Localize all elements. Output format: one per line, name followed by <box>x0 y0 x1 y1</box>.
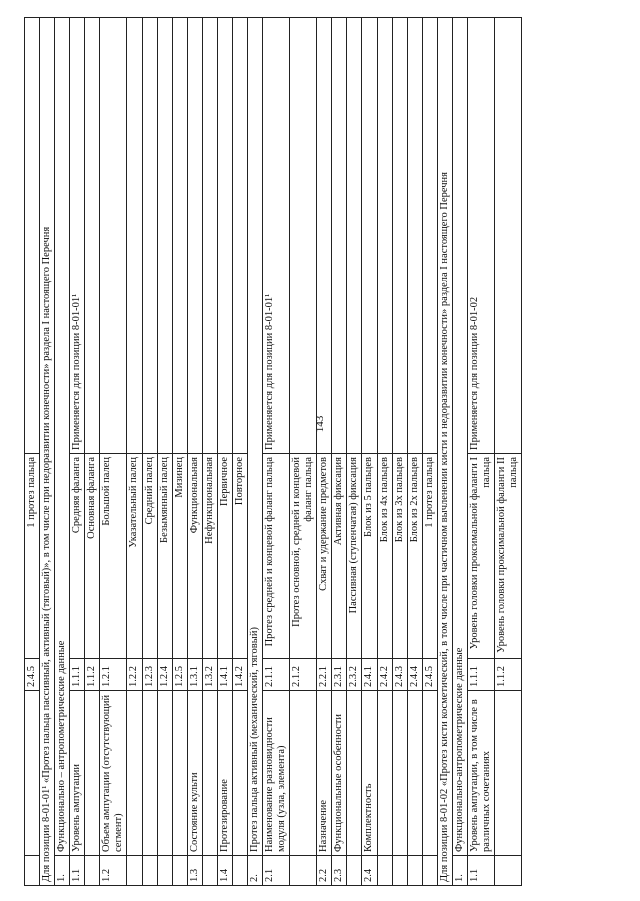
table-row <box>40 18 55 886</box>
item-name <box>290 691 317 856</box>
applicability-note <box>172 18 187 454</box>
item-name: Уровень ампутации, в том числе в различных сочетаниях <box>467 691 494 856</box>
sub-number: 2.2.1 <box>317 659 332 691</box>
item-number <box>85 856 100 886</box>
item-number: 2.1 <box>263 856 290 886</box>
group-heading: Протез пальца активный (механический, тяговый) <box>247 18 262 856</box>
sub-number: 1.1.2 <box>495 659 522 691</box>
applicability-note <box>127 18 142 454</box>
table-row <box>467 18 494 886</box>
sub-value: Блок из 2х пальцев <box>407 454 422 659</box>
item-number <box>142 856 157 886</box>
sub-value: Уровень головки проксимальной фаланги II пальца <box>495 454 522 659</box>
item-name: Функциональные особенности <box>332 691 347 856</box>
section-heading: Для позиции 8-01-02 «Протез кисти косметический, в том числе при частичном вычленении кисти и недоразвитии конечности» раздела I настоящего Перечня <box>437 18 452 886</box>
sub-number: 2.4.5 <box>422 659 437 691</box>
sub-number: 1.2.1 <box>100 659 127 691</box>
table-row <box>202 18 217 886</box>
applicability-note <box>202 18 217 454</box>
table-row <box>347 18 362 886</box>
applicability-note <box>317 18 332 454</box>
item-number <box>495 856 522 886</box>
item-number <box>232 856 247 886</box>
item-number <box>127 856 142 886</box>
table-row <box>495 18 522 886</box>
item-name <box>142 691 157 856</box>
applicability-note <box>347 18 362 454</box>
sub-value: Большой палец <box>100 454 127 659</box>
sub-number: 2.4.1 <box>362 659 377 691</box>
sub-value: Протез средней и концевой фаланг пальца <box>263 454 290 659</box>
sub-number: 1.2.5 <box>172 659 187 691</box>
item-number: 2.2 <box>317 856 332 886</box>
applicability-note: Применяется для позиции 8-01-01¹ <box>263 18 290 454</box>
table-row <box>217 18 232 886</box>
table-row <box>377 18 392 886</box>
item-number <box>172 856 187 886</box>
sub-value: Нефункциональная <box>202 454 217 659</box>
item-name <box>202 691 217 856</box>
item-name: Наименование разновидности модуля (узла, элемента) <box>263 691 290 856</box>
applicability-note <box>142 18 157 454</box>
sub-number: 2.3.2 <box>347 659 362 691</box>
table-row <box>332 18 347 886</box>
item-name <box>85 691 100 856</box>
table-row <box>247 18 262 886</box>
item-number <box>392 856 407 886</box>
sub-number: 1.3.2 <box>202 659 217 691</box>
sub-value: Схват и удержание предметов <box>317 454 332 659</box>
item-name <box>25 691 40 856</box>
sub-number: 1.2.3 <box>142 659 157 691</box>
item-number <box>157 856 172 886</box>
table-row <box>362 18 377 886</box>
table-row <box>437 18 452 886</box>
group-heading: Функционально-антропометрические данные <box>452 18 467 856</box>
applicability-note <box>187 18 202 454</box>
sub-value: Активная фиксация <box>332 454 347 659</box>
sub-value: Мизинец <box>172 454 187 659</box>
table-row <box>317 18 332 886</box>
sub-number: 1.1.1 <box>70 659 85 691</box>
item-number <box>377 856 392 886</box>
sub-number: 1.1.1 <box>467 659 494 691</box>
applicability-note <box>392 18 407 454</box>
item-number: 1.2 <box>100 856 127 886</box>
item-name <box>347 691 362 856</box>
sub-value: Протез основной, средней и концевой фаланг пальца <box>290 454 317 659</box>
item-name <box>495 691 522 856</box>
item-number <box>407 856 422 886</box>
table-row <box>55 18 70 886</box>
applicability-note <box>25 18 40 454</box>
item-number <box>290 856 317 886</box>
section-heading: Для позиции 8-01-01¹ «Протез пальца пассивный, активный (тяговый)», в том числе при недоразвитии конечности» раздела I настоящего Перечня <box>40 18 55 886</box>
table-row <box>232 18 247 886</box>
table-row <box>70 18 85 886</box>
item-name <box>407 691 422 856</box>
table-row <box>172 18 187 886</box>
sub-value: 1 протез пальца <box>25 454 40 659</box>
item-number: 2.3 <box>332 856 347 886</box>
sub-value: Повторное <box>232 454 247 659</box>
item-number <box>347 856 362 886</box>
table-row <box>85 18 100 886</box>
table-row <box>142 18 157 886</box>
specification-table <box>24 17 522 886</box>
applicability-note <box>157 18 172 454</box>
item-number <box>25 856 40 886</box>
sub-value: Основная фаланга <box>85 454 100 659</box>
table-row <box>422 18 437 886</box>
table-row <box>157 18 172 886</box>
sub-value: Блок из 3х пальцев <box>392 454 407 659</box>
item-name <box>392 691 407 856</box>
sub-number: 1.4.1 <box>217 659 232 691</box>
sub-number: 2.4.3 <box>392 659 407 691</box>
item-name: Состояние культи <box>187 691 202 856</box>
sub-number: 2.1.2 <box>290 659 317 691</box>
item-name: Объем ампутации (отсутствующий сегмент) <box>100 691 127 856</box>
item-number: 1.3 <box>187 856 202 886</box>
table-row <box>127 18 142 886</box>
sub-number: 2.1.1 <box>263 659 290 691</box>
item-number: 1.1 <box>70 856 85 886</box>
sub-number: 2.4.2 <box>377 659 392 691</box>
item-name: Комплектность <box>362 691 377 856</box>
group-heading: Функционально – антропометрические данные <box>55 18 70 856</box>
item-number: 1.1 <box>467 856 494 886</box>
sub-number: 1.1.2 <box>85 659 100 691</box>
applicability-note <box>407 18 422 454</box>
applicability-note <box>362 18 377 454</box>
item-number <box>422 856 437 886</box>
item-name <box>172 691 187 856</box>
group-number: 2. <box>247 856 262 886</box>
applicability-note <box>377 18 392 454</box>
table-row <box>187 18 202 886</box>
page-number: 143 <box>314 415 326 433</box>
item-number: 1.4 <box>217 856 232 886</box>
group-number: 1. <box>452 856 467 886</box>
table-row <box>25 18 40 886</box>
sub-value: Средняя фаланга <box>70 454 85 659</box>
table-row <box>290 18 317 886</box>
sub-value: Уровень головки проксимальной фаланги I пальца <box>467 454 494 659</box>
sub-value: Блок из 4х пальцев <box>377 454 392 659</box>
sub-number: 1.4.2 <box>232 659 247 691</box>
applicability-note <box>290 18 317 454</box>
table-row <box>407 18 422 886</box>
rotated-table-area <box>24 18 560 886</box>
sub-number: 1.3.1 <box>187 659 202 691</box>
table-row <box>392 18 407 886</box>
sub-number: 1.2.4 <box>157 659 172 691</box>
item-name: Протезирование <box>217 691 232 856</box>
item-name <box>422 691 437 856</box>
sub-number: 1.2.2 <box>127 659 142 691</box>
item-name: Уровень ампутации <box>70 691 85 856</box>
applicability-note <box>217 18 232 454</box>
item-name <box>232 691 247 856</box>
item-name <box>127 691 142 856</box>
applicability-note <box>85 18 100 454</box>
item-number <box>202 856 217 886</box>
item-name <box>377 691 392 856</box>
sub-value: Пассивная (ступенчатая) фиксация <box>347 454 362 659</box>
applicability-note <box>495 18 522 454</box>
table-row <box>452 18 467 886</box>
applicability-note <box>422 18 437 454</box>
sub-value: 1 протез пальца <box>422 454 437 659</box>
table-row <box>263 18 290 886</box>
sub-number: 2.3.1 <box>332 659 347 691</box>
applicability-note <box>332 18 347 454</box>
sub-value: Указательный палец <box>127 454 142 659</box>
applicability-note <box>100 18 127 454</box>
item-number: 2.4 <box>362 856 377 886</box>
sub-number: 2.4.4 <box>407 659 422 691</box>
table-row <box>100 18 127 886</box>
sub-number: 2.4.5 <box>25 659 40 691</box>
item-name: Назначение <box>317 691 332 856</box>
sub-value: Средний палец <box>142 454 157 659</box>
applicability-note <box>232 18 247 454</box>
sub-value: Блок из 5 пальцев <box>362 454 377 659</box>
sub-value: Первичное <box>217 454 232 659</box>
group-number: 1. <box>55 856 70 886</box>
sub-value: Функциональная <box>187 454 202 659</box>
sub-value: Безымянный палец <box>157 454 172 659</box>
item-name <box>157 691 172 856</box>
applicability-note: Применяется для позиции 8-01-02 <box>467 18 494 454</box>
applicability-note: Применяется для позиции 8-01-01¹ <box>70 18 85 454</box>
